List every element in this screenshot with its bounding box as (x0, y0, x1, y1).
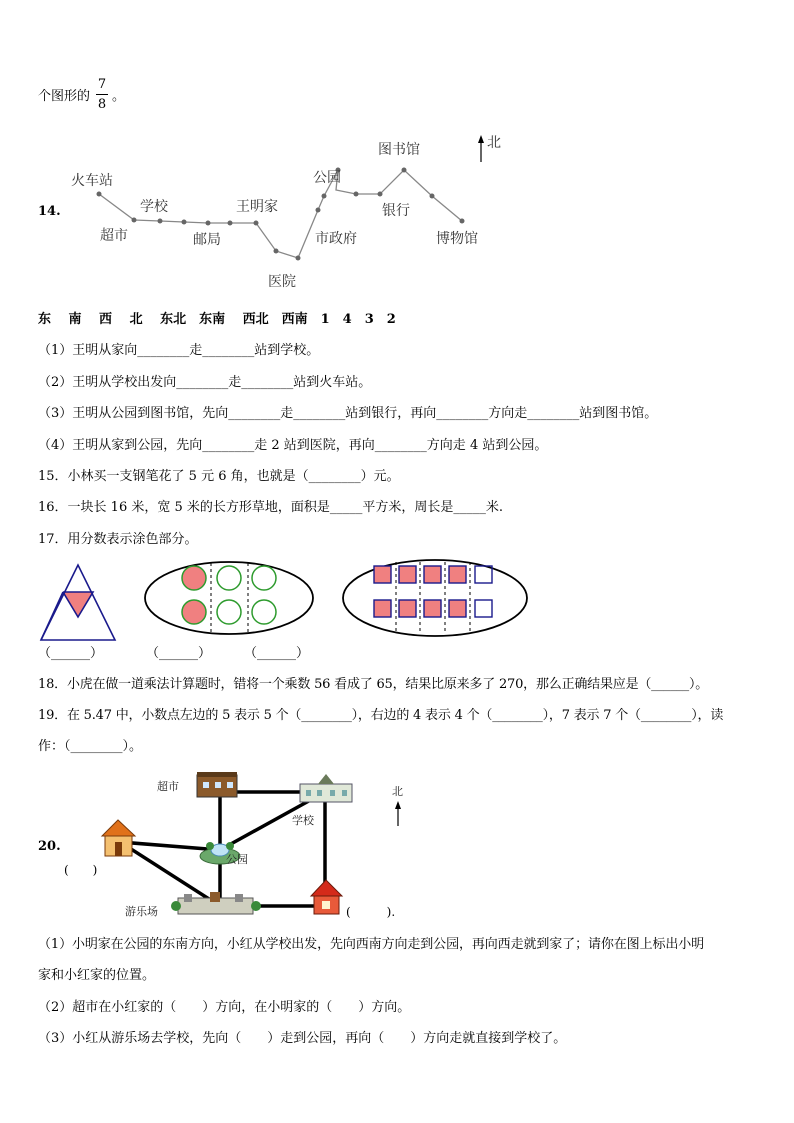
q14-sub-1: （1）王明从家向________走________站到学校。 (38, 343, 320, 358)
house-left (102, 820, 135, 856)
school-building (300, 774, 352, 802)
supermarket-building (197, 772, 237, 797)
amusement-park-building (171, 892, 261, 914)
q17-answer-3: （______） (244, 646, 310, 661)
q17-title: 17．用分数表示涂色部分。 (38, 532, 198, 547)
q15: 15．小林买一支钢笔花了 5 元 6 角，也就是（________）元。 (38, 469, 400, 484)
q20-sub-1-line2: 家和小红家的位置。 (38, 968, 156, 983)
place-wangming-home: 王明家 (236, 199, 278, 215)
fraction-numerator: 7 (97, 77, 107, 92)
north-label: 北 (487, 135, 501, 151)
q20-blank-right: ( ). (346, 905, 396, 919)
q17-circles-figure (144, 560, 324, 640)
place-school: 学校 (292, 814, 314, 827)
q20-sub-1-line1: （1）小明家在公园的东南方向，小红从学校出发，先向西南方向走到公园，再向西走就到家了；请你在图上标出小明 (38, 937, 705, 952)
place-park: 公园 (313, 170, 341, 186)
place-school: 学校 (140, 199, 168, 215)
intro-suffix: 。 (112, 89, 126, 104)
q20-sub-2: （2）超市在小红家的（ ）方向，在小明家的（ ）方向。 (38, 1000, 411, 1015)
fraction-bar (96, 94, 108, 95)
north-arrowhead (478, 135, 484, 143)
q20-number: 20. (38, 839, 61, 854)
intro-prefix: 个图形的 (38, 89, 91, 104)
place-city-hall: 市政府 (315, 231, 357, 247)
q14-sub-3: （3）王明从公园到图书馆，先向________走________站到银行，再向________方向走________站到图书馆。 (38, 406, 658, 421)
place-bank: 银行 (382, 203, 410, 219)
q14-route-map (60, 130, 500, 290)
q20-sub-3: （3）小红从游乐场去学校，先向（ ）走到公园，再向（ ）方向走就直接到学校了。 (38, 1031, 567, 1046)
place-library: 图书馆 (378, 142, 420, 158)
shaded-circle (182, 600, 206, 624)
q18: 18．小虎在做一道乘法计算题时，错将一个乘数 56 看成了 65，结果比原来多了 270，那么正确结果应是（______）。 (38, 677, 709, 692)
q14-number: 14. (38, 204, 61, 219)
place-supermarket: 超市 (157, 780, 179, 793)
shaded-circle (182, 566, 206, 590)
shaded-triangle (63, 592, 93, 617)
fraction-denominator: 8 (97, 97, 107, 112)
north-label: 北 (392, 785, 403, 798)
house-right (311, 880, 342, 914)
place-hospital: 医院 (268, 274, 296, 290)
place-amusement-park: 游乐场 (125, 905, 158, 918)
q17-answer-2: （______） (146, 646, 212, 661)
place-post-office: 邮局 (193, 232, 221, 248)
q14-word-bank: 东 南 西 北 东北 东南 西北 西南 1 4 3 2 (38, 312, 396, 327)
q14-sub-4: （4）王明从家到公园，先向________走 2 站到医院，再向________方向走 4 站到公园。 (38, 438, 548, 453)
place-park: 公园 (226, 853, 248, 866)
q14-sub-2: （2）王明从学校出发向________走________站到火车站。 (38, 375, 372, 390)
q17-squares-figure (342, 556, 532, 636)
north-arrowhead (395, 801, 401, 809)
q16: 16．一块长 16 米，宽 5 米的长方形草地，面积是_____平方米，周长是_____米. (38, 500, 504, 515)
q19-line1: 19．在 5.47 中，小数点左边的 5 表示 5 个（________），右边的 4 表示 4 个（________），7 表示 7 个（________），读 (38, 708, 724, 723)
place-train-station: 火车站 (71, 173, 113, 189)
q20-blank-left: ( ) (64, 863, 98, 877)
q17-answer-1: （______） (38, 646, 104, 661)
q17-triangle-figure (38, 560, 128, 640)
q19-line2: 作：（________）。 (38, 739, 143, 754)
place-museum: 博物馆 (436, 231, 478, 247)
place-supermarket: 超市 (100, 228, 128, 244)
